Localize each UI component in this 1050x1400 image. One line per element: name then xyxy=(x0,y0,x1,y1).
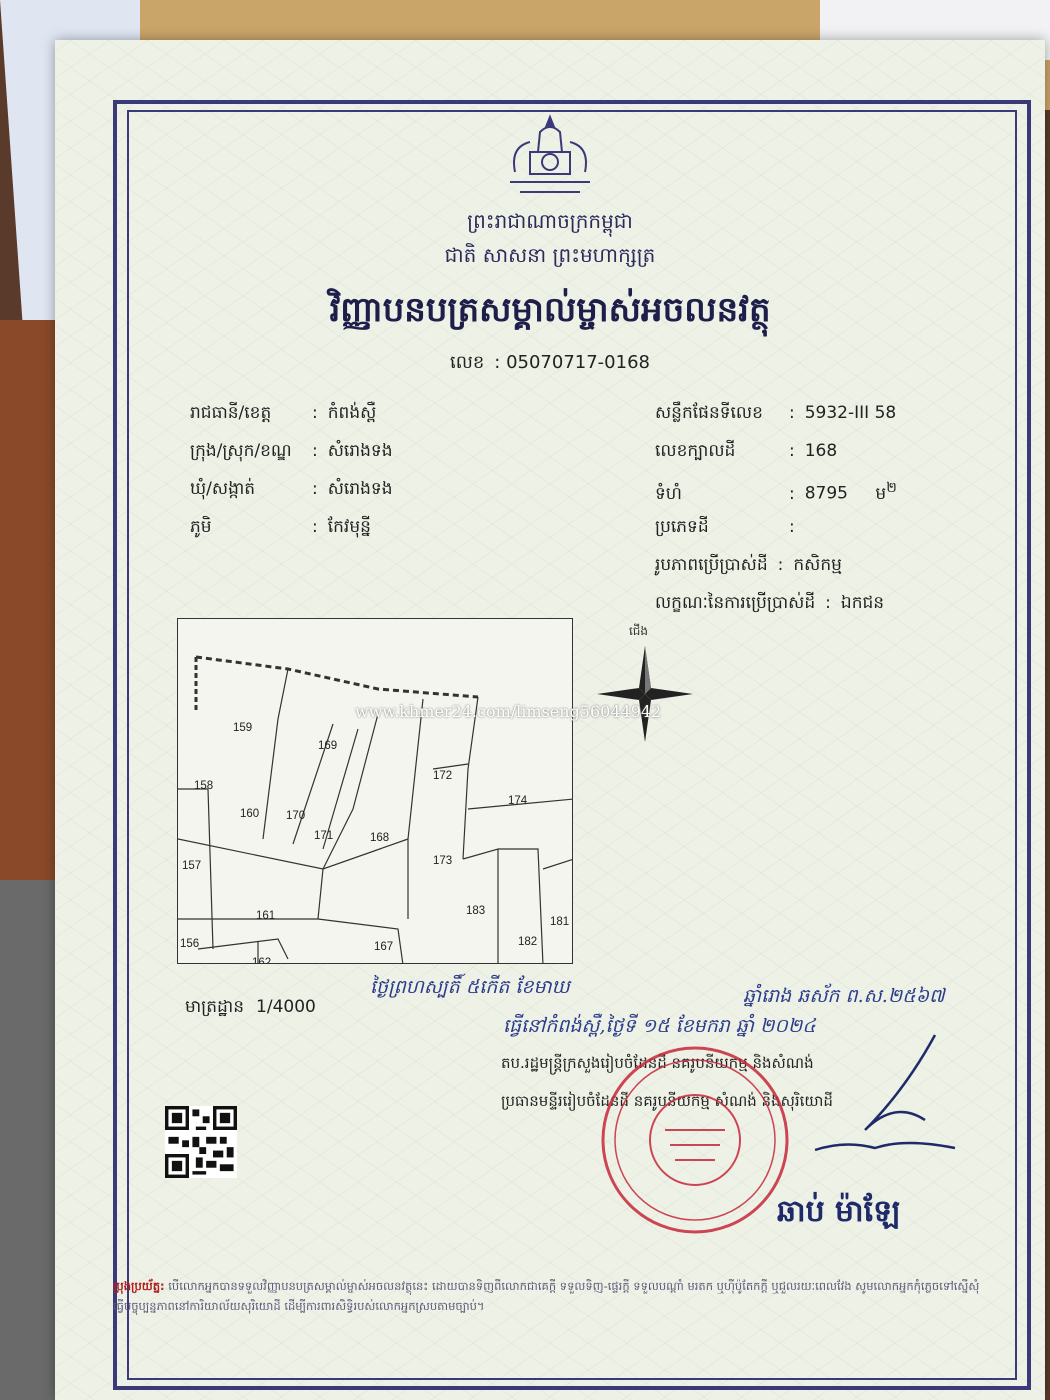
field-area: ទំហំ : 8795 ម$^២$ xyxy=(655,480,897,504)
footer-warning xyxy=(113,1276,983,1316)
field-district: ក្រុង/ស្រុក/ខណ្ឌ : សំរោងទង xyxy=(190,441,393,461)
north-compass-icon xyxy=(595,644,695,744)
field-commune: ឃុំ/សង្កាត់ : សំរោងទង xyxy=(190,479,393,499)
signature-icon xyxy=(755,1030,975,1180)
parcel-label: 169 xyxy=(318,740,338,752)
parcel-label: 170 xyxy=(286,810,306,822)
motto-header: ជាតិ សាសនា ព្រះមហាក្សត្រ xyxy=(444,243,656,267)
north-label: ជើង xyxy=(629,624,649,638)
parcel-label: 159 xyxy=(233,722,253,734)
parcel-label: 174 xyxy=(508,795,528,807)
signatory-name: ឆាប់ ម៉ាឡែ xyxy=(777,1194,901,1229)
footer-warning-text: បើលោកអ្នកបានទទួលវិញ្ញាបនបត្រសម្គាល់ម្ចាស់អចលនវត្ថុនេះ ដោយបានទិញពីលោកជាគេក្តី ទទួលទិញ-ផ្ទេរក្តី ទទួលបណ្តាំ មរតក ឬហ៊ីប៉ូតែកក្តី ឬជួលរយៈពេលវែង សូមលោកអ្នកកុំភ្លេចទៅស្នើសុំធ្វើបច្ចុប្បន្នភាពនៅការិយាល័យសុរិយោដី ដើម្បីការពារសិទ្ធិរបស់លោកអ្នកស្របតាមច្បាប់។ xyxy=(113,1279,980,1313)
parcel-label: 156 xyxy=(180,938,200,950)
parcel-label: 158 xyxy=(194,780,214,792)
certificate-sheet xyxy=(55,40,1045,1400)
field-land-use: រូបភាពប្រើប្រាស់ដី : កសិកម្ម xyxy=(655,555,842,575)
field-land-type: ប្រភេទដី : xyxy=(655,517,795,537)
signatory-line-2: ប្រធានមន្ទីររៀបចំដែនដី នគរូបនីយកម្ម សំណង់ និងសុរិយោដី xyxy=(501,1092,833,1110)
kingdom-header: ព្រះរាជាណាចក្រកម្ពុជា xyxy=(467,209,633,233)
parcel-label: 161 xyxy=(256,910,276,922)
certificate-title: វិញ្ញាបនបត្រសម្គាល់ម្ចាស់អចលនវត្ថុ xyxy=(329,290,771,330)
parcel-label: 168 xyxy=(370,832,390,844)
issue-date: ធ្វើនៅកំពង់ស្ពឺ,ថ្ងៃទី ១៥ ខែមករា ឆ្នាំ ២០២៤ xyxy=(503,1015,816,1037)
field-province: រាជធានី/ខេត្ត : កំពង់ស្ពឺ xyxy=(190,403,377,423)
certificate-number xyxy=(55,350,1045,377)
watermark-text: www.khmer24.com/limseng56044942 xyxy=(355,702,662,721)
certificate-number-value: : 05070717-0168 xyxy=(494,352,650,373)
parcel-label: 173 xyxy=(433,855,453,867)
parcel-label: 182 xyxy=(518,936,538,948)
parcel-label: 162 xyxy=(252,957,272,965)
parcel-label: 167 xyxy=(374,941,394,953)
lunar-date: ថ្ងៃព្រហស្បតិ៍ ៥កើត ខែមាឃ xyxy=(370,976,570,998)
parcel-label: 172 xyxy=(433,770,453,782)
certificate-number-label: លេខ xyxy=(450,352,485,373)
map-scale: មាត្រដ្ឋាន 1/4000 xyxy=(185,997,316,1017)
signatory-line-1: តប.រដ្ឋមន្ត្រីក្រសួងរៀបចំដែនដី នគរូបនីយកម្ម និងសំណង់ xyxy=(501,1054,814,1072)
parcel-label: 183 xyxy=(466,905,486,917)
parcel-label: 157 xyxy=(182,860,202,872)
royal-emblem-icon xyxy=(500,112,600,202)
field-village: ភូមិ : កែវមុន្នី xyxy=(190,517,371,537)
background-bottom-left xyxy=(0,880,60,1400)
parcel-label: 160 xyxy=(240,808,260,820)
khmer-year: ឆ្នាំរោង ឆស័ក ព.ស.២៥៦៧ xyxy=(743,985,945,1007)
field-use-character: លក្ខណៈនៃការប្រើប្រាស់ដី : ឯកជន xyxy=(655,593,885,613)
footer-warning-label: ប្រុងប្រយ័ត្ន: xyxy=(113,1279,165,1293)
field-parcel-number: លេខក្បាលដី : 168 xyxy=(655,441,838,461)
qr-code-icon xyxy=(165,1106,237,1178)
parcel-map-drawing xyxy=(178,619,573,964)
parcel-label: 181 xyxy=(550,916,570,928)
parcel-label: 171 xyxy=(314,830,334,842)
parcel-map xyxy=(177,618,573,964)
field-map-sheet: សន្លឹកផែនទីលេខ : 5932-III 58 xyxy=(655,403,897,423)
